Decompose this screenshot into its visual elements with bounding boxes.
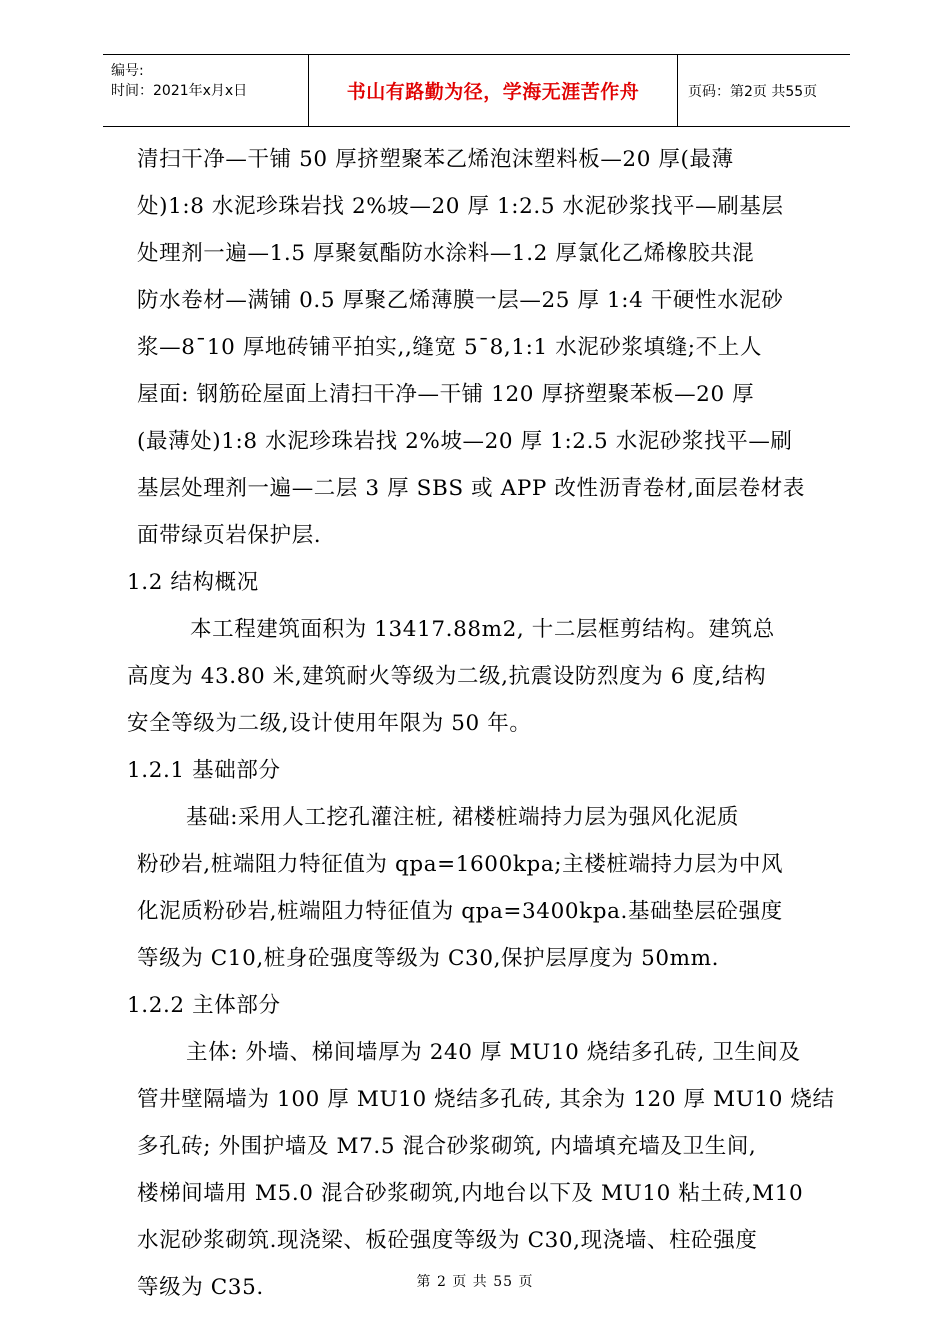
body-line: 安全等级为二级,设计使用年限为 50 年。 [127,711,532,736]
section-heading: 1.2 结构概况 [127,570,259,595]
page-footer: 第 2 页 共 55 页 [416,1274,534,1290]
body-line: 基础:采用人工挖孔灌注桩, 裙楼桩端持力层为强风化泥质 [186,805,740,830]
header-page-info: 页码：第2页 共55页 [688,83,818,100]
body-line: 高度为 43.80 米,建筑耐火等级为二级,抗震设防烈度为 6 度,结构 [127,664,767,689]
body-line: 水泥砂浆砌筑.现浇梁、板砼强度等级为 C30,现浇墙、柱砼强度 [137,1228,758,1253]
body-line: 屋面: 钢筋砼屋面上清扫干净—干铺 120 厚挤塑聚苯板—20 厚 [137,382,755,407]
section-heading: 1.2.2 主体部分 [127,993,281,1018]
body-line: 处)1:8 水泥珍珠岩找 2%坡—20 厚 1:2.5 水泥砂浆找平—刷基层 [137,194,784,219]
section-heading: 1.2.1 基础部分 [127,758,281,783]
time-label: 时间：2021年x月x日 [111,83,248,99]
serial-label: 编号: [111,63,144,79]
header-motto: 书山有路勤为径，学海无涯苦作舟 [309,55,678,126]
body-line: 多孔砖; 外围护墙及 M7.5 混合砂浆砌筑, 内墙填充墙及卫生间, [137,1134,757,1159]
body-line: (最薄处)1:8 水泥珍珠岩找 2%坡—20 厚 1:2.5 水泥砂浆找平—刷 [137,429,793,454]
page-header [103,54,850,127]
body-line: 等级为 C35. [137,1275,264,1300]
body-line: 粉砂岩,桩端阻力特征值为 qpa=1600kpa;主楼桩端持力层为中风 [137,852,784,877]
body-line: 本工程建筑面积为 13417.88m2, 十二层框剪结构。建筑总 [190,617,775,642]
body-line: 管井壁隔墙为 100 厚 MU10 烧结多孔砖, 其余为 120 厚 MU10 烧结 [137,1087,835,1112]
header-meta [103,55,309,126]
body-line: 处理剂一遍—1.5 厚聚氨酯防水涂料—1.2 厚氯化乙烯橡胶共混 [137,241,755,266]
body-line: 主体: 外墙、梯间墙厚为 240 厚 MU10 烧结多孔砖, 卫生间及 [186,1040,801,1065]
body-line: 等级为 C10,桩身砼强度等级为 C30,保护层厚度为 50mm. [137,946,720,971]
body-line: 防水卷材—满铺 0.5 厚聚乙烯薄膜一层—25 厚 1:4 干硬性水泥砂 [137,288,784,313]
body-line: 面带绿页岩保护层. [137,523,322,548]
body-line: 清扫干净—干铺 50 厚挤塑聚苯乙烯泡沫塑料板—20 厚(最薄 [137,147,734,172]
body-line: 浆—8¯10 厚地砖铺平拍实,,缝宽 5¯8,1:1 水泥砂浆填缝;不上人 [137,335,762,360]
body-line: 基层处理剂一遍—二层 3 厚 SBS 或 APP 改性沥青卷材,面层卷材表 [137,476,805,501]
body-line: 化泥质粉砂岩,桩端阻力特征值为 qpa=3400kpa.基础垫层砼强度 [137,899,783,924]
body-line: 楼梯间墙用 M5.0 混合砂浆砌筑,内地台以下及 MU10 粘土砖,M10 [137,1181,804,1206]
